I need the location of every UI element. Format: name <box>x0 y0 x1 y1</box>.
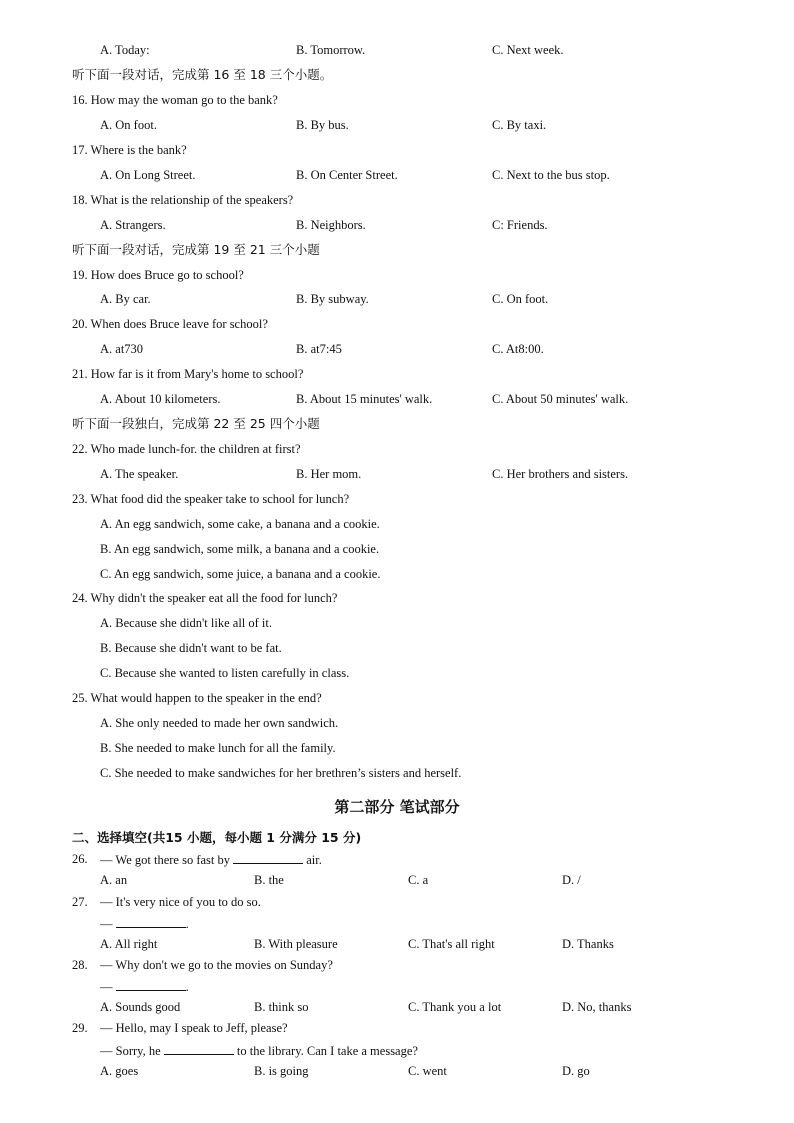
q24-option-a: A. Because she didn't like all of it. <box>100 616 273 630</box>
q18-stem: 18. What is the relationship of the speakers? <box>72 193 294 207</box>
q24-stem: 24. Why didn't the speaker eat all the food for lunch? <box>72 591 338 605</box>
q28-period: . <box>185 980 189 994</box>
q28-option-b: B. think so <box>254 1000 309 1014</box>
part-two-title: 第二部分 笔试部分 <box>334 798 460 816</box>
q21-option-c: C. About 50 minutes' walk. <box>492 392 629 406</box>
q25-option-c: C. She needed to make sandwiches for her brethren’s sisters and herself. <box>100 766 462 780</box>
q20-stem: 20. When does Bruce leave for school? <box>72 317 268 331</box>
q27-line1: — It's very nice of you to do so. <box>100 895 261 909</box>
q26-text-after-blank: air. <box>306 853 322 867</box>
q27-option-d: D. Thanks <box>562 937 614 951</box>
q29-text-after-blank: to the library. Can I take a message? <box>236 1044 418 1058</box>
q22-option-c: C. Her brothers and sisters. <box>492 467 629 481</box>
q19-option-c: C. On foot. <box>492 292 549 306</box>
q29-line1: — Hello, may I speak to Jeff, please? <box>100 1021 288 1035</box>
q27-line2 <box>100 915 189 932</box>
q28-line1: — Why don't we go to the movies on Sunday? <box>100 958 333 972</box>
q18-option-c: C: Friends. <box>492 218 548 232</box>
q19-option-b: B. By subway. <box>296 292 369 306</box>
q22-option-a: A. The speaker. <box>100 467 179 481</box>
q15-option-a: A. Today: <box>100 43 150 57</box>
q18-option-b: B. Neighbors. <box>296 218 366 232</box>
q28-answer-blank[interactable] <box>116 978 186 991</box>
q25-stem: 25. What would happen to the speaker in the end? <box>72 691 322 705</box>
section-instruction-16-18: 听下面一段对话，完成第 16 至 18 三个小题。 <box>72 67 333 82</box>
q26-number: 26. <box>72 852 88 866</box>
q27-answer-blank[interactable] <box>116 915 186 928</box>
q26-option-b: B. the <box>254 873 284 887</box>
q24-option-b: B. Because she didn't want to be fat. <box>100 641 282 655</box>
q26-answer-blank[interactable] <box>233 851 303 864</box>
q23-option-c: C. An egg sandwich, some juice, a banana and a cookie. <box>100 567 381 581</box>
q24-option-c: C. Because she wanted to listen carefully in class. <box>100 666 350 680</box>
q17-option-b: B. On Center Street. <box>296 168 398 182</box>
q23-stem: 23. What food did the speaker take to school for lunch? <box>72 492 350 506</box>
q29-text-before-blank: — Sorry, he <box>100 1044 161 1058</box>
q27-option-a: A. All right <box>100 937 158 951</box>
q25-option-a: A. She only needed to made her own sandwich. <box>100 716 339 730</box>
q20-option-b: B. at7:45 <box>296 342 342 356</box>
q27-option-c: C. That's all right <box>408 937 495 951</box>
q26-option-c: C. a <box>408 873 429 887</box>
q26-option-d: D. / <box>562 873 581 887</box>
q27-dash: — <box>100 917 113 931</box>
q29-option-d: D. go <box>562 1064 590 1078</box>
q17-option-c: C. Next to the bus stop. <box>492 168 610 182</box>
q29-number: 29. <box>72 1021 88 1035</box>
q20-option-a: A. at730 <box>100 342 144 356</box>
q28-line2 <box>100 978 189 995</box>
q28-option-d: D. No, thanks <box>562 1000 632 1014</box>
q22-option-b: B. Her mom. <box>296 467 362 481</box>
q19-option-a: A. By car. <box>100 292 151 306</box>
q27-option-b: B. With pleasure <box>254 937 338 951</box>
q15-option-c: C. Next week. <box>492 43 564 57</box>
q23-option-b: B. An egg sandwich, some milk, a banana and a cookie. <box>100 542 380 556</box>
q20-option-c: C. At8:00. <box>492 342 544 356</box>
q21-option-a: A. About 10 kilometers. <box>100 392 221 406</box>
q28-option-c: C. Thank you a lot <box>408 1000 502 1014</box>
q21-stem: 21. How far is it from Mary's home to school? <box>72 367 304 381</box>
q27-period: . <box>185 917 189 931</box>
q21-option-b: B. About 15 minutes' walk. <box>296 392 433 406</box>
q26-text-before-blank: — We got there so fast by <box>100 853 230 867</box>
q26-option-a: A. an <box>100 873 128 887</box>
q28-dash: — <box>100 980 113 994</box>
q23-option-a: A. An egg sandwich, some cake, a banana and a cookie. <box>100 517 380 531</box>
q29-line2 <box>100 1042 418 1059</box>
q28-option-a: A. Sounds good <box>100 1000 181 1014</box>
q29-option-b: B. is going <box>254 1064 309 1078</box>
q16-stem: 16. How may the woman go to the bank? <box>72 93 278 107</box>
section-two-heading: 二、选择填空(共15 小题，每小题 1 分满分 15 分) <box>72 830 362 845</box>
q28-number: 28. <box>72 958 88 972</box>
q29-option-a: A. goes <box>100 1064 139 1078</box>
q17-option-a: A. On Long Street. <box>100 168 196 182</box>
q16-option-c: C. By taxi. <box>492 118 547 132</box>
q22-stem: 22. Who made lunch-for. the children at first? <box>72 442 301 456</box>
q18-option-a: A. Strangers. <box>100 218 166 232</box>
q26-line1 <box>100 851 322 868</box>
q29-option-c: C. went <box>408 1064 447 1078</box>
q15-option-b: B. Tomorrow. <box>296 43 366 57</box>
q25-option-b: B. She needed to make lunch for all the family. <box>100 741 336 755</box>
section-instruction-19-21: 听下面一段对话，完成第 19 至 21 三个小题 <box>72 242 320 257</box>
q19-stem: 19. How does Bruce go to school? <box>72 268 244 282</box>
q17-stem: 17. Where is the bank? <box>72 143 187 157</box>
q16-option-a: A. On foot. <box>100 118 157 132</box>
q16-option-b: B. By bus. <box>296 118 349 132</box>
q27-number: 27. <box>72 895 88 909</box>
section-instruction-22-25: 听下面一段独白，完成第 22 至 25 四个小题 <box>72 416 320 431</box>
q29-answer-blank[interactable] <box>164 1042 234 1055</box>
